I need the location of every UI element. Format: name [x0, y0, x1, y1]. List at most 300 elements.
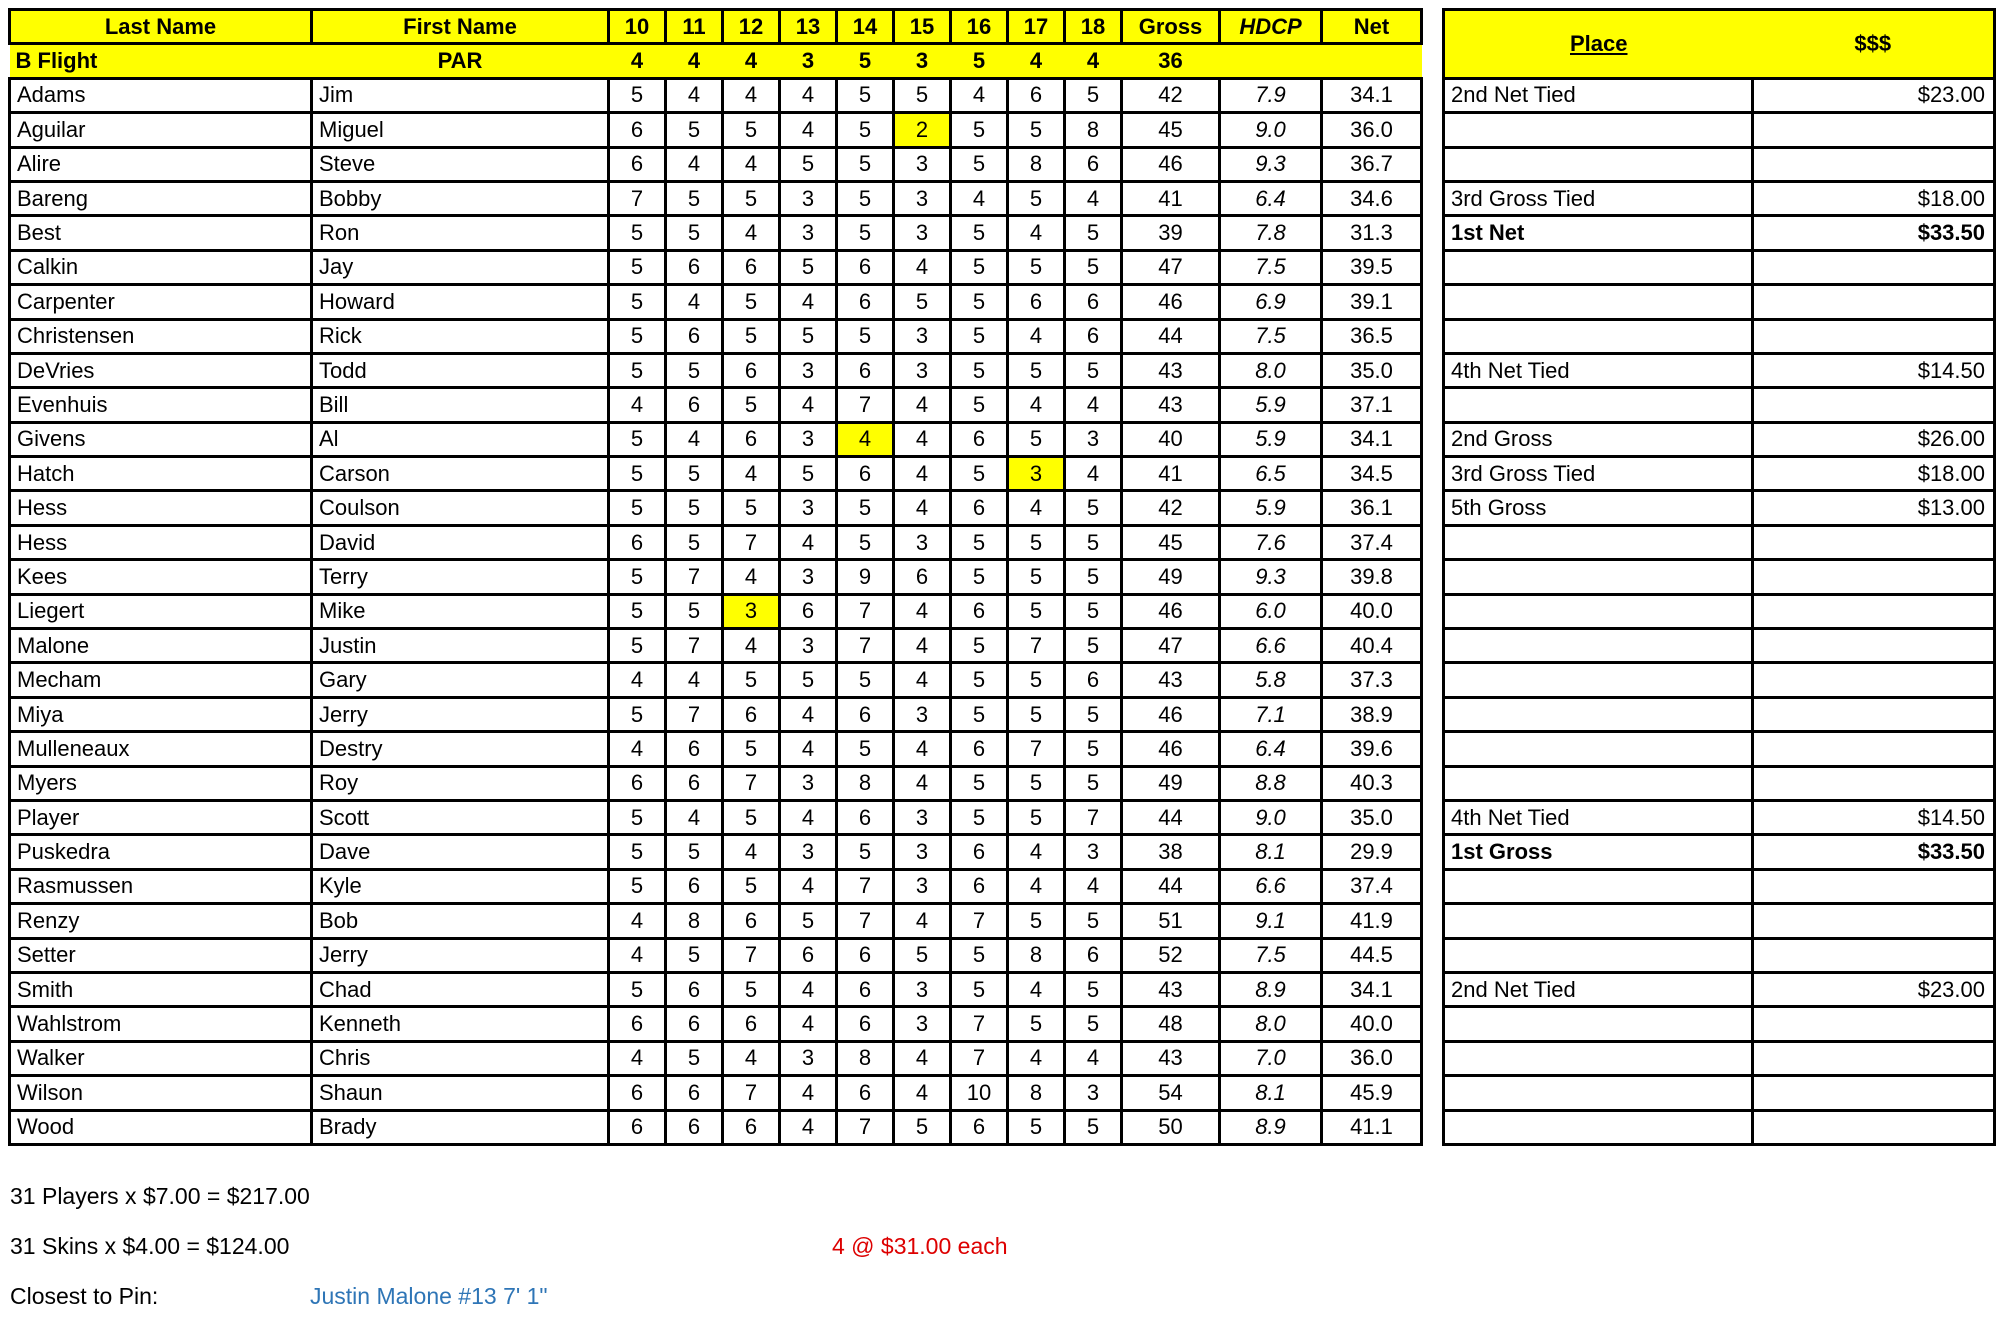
- gross-cell: 43: [1122, 353, 1220, 387]
- place-cell: [1444, 697, 1753, 731]
- last-name-cell: Alire: [10, 147, 312, 181]
- score-cell: 4: [894, 1076, 951, 1110]
- money-cell: $18.00: [1753, 457, 1995, 491]
- money-cell: $23.00: [1753, 78, 1995, 112]
- col-header-hdcp: HDCP: [1220, 10, 1322, 44]
- first-name-cell: Al: [312, 422, 609, 456]
- payout-row: [1444, 766, 1995, 800]
- score-cell: 4: [780, 525, 837, 559]
- score-row: [10, 835, 1422, 869]
- place-cell: [1444, 938, 1753, 972]
- closest-to-pin-line: [10, 1283, 1610, 1310]
- score-cell: 7: [951, 904, 1008, 938]
- score-cell: 6: [666, 972, 723, 1006]
- score-cell: 5: [837, 216, 894, 250]
- net-cell: 36.5: [1322, 319, 1422, 353]
- first-name-cell: Scott: [312, 800, 609, 834]
- money-cell: [1753, 525, 1995, 559]
- gross-cell: 43: [1122, 972, 1220, 1006]
- score-cell: 6: [837, 353, 894, 387]
- score-cell: 5: [723, 663, 780, 697]
- score-cell: 5: [666, 525, 723, 559]
- score-cell: 5: [723, 491, 780, 525]
- score-cell: 5: [609, 594, 666, 628]
- last-name-cell: Hess: [10, 491, 312, 525]
- score-row: [10, 147, 1422, 181]
- score-row: [10, 285, 1422, 319]
- score-cell: 6: [723, 697, 780, 731]
- score-cell: 4: [780, 1007, 837, 1041]
- last-name-cell: Smith: [10, 972, 312, 1006]
- score-cell: 7: [666, 697, 723, 731]
- score-cell: 6: [609, 113, 666, 147]
- gross-cell: 47: [1122, 250, 1220, 284]
- score-cell: 3: [894, 353, 951, 387]
- score-cell: 5: [609, 78, 666, 112]
- score-cell: 3: [894, 181, 951, 215]
- place-cell: [1444, 1007, 1753, 1041]
- gross-cell: 52: [1122, 938, 1220, 972]
- money-cell: [1753, 1110, 1995, 1144]
- hdcp-cell: 6.0: [1220, 594, 1322, 628]
- score-cell: 5: [1008, 525, 1065, 559]
- score-cell: 3: [1065, 1076, 1122, 1110]
- score-cell: 6: [609, 1110, 666, 1144]
- score-cell: 5: [837, 181, 894, 215]
- score-cell: 7: [1008, 732, 1065, 766]
- col-header-gross: Gross: [1122, 10, 1220, 44]
- closest-to-pin-label: Closest to Pin:: [10, 1283, 159, 1309]
- score-cell: 5: [951, 560, 1008, 594]
- score-cell: 5: [609, 972, 666, 1006]
- score-cell: 4: [894, 766, 951, 800]
- hdcp-cell: 6.6: [1220, 869, 1322, 903]
- score-cell: 5: [1008, 1007, 1065, 1041]
- net-cell: 36.0: [1322, 1041, 1422, 1075]
- score-row: [10, 250, 1422, 284]
- score-cell: 5: [780, 663, 837, 697]
- first-name-cell: Jerry: [312, 938, 609, 972]
- score-cell: 4: [609, 663, 666, 697]
- score-row: [10, 904, 1422, 938]
- score-cell: 7: [837, 388, 894, 422]
- score-cell: 5: [951, 663, 1008, 697]
- net-cell: 40.4: [1322, 629, 1422, 663]
- net-cell: 39.6: [1322, 732, 1422, 766]
- payout-row: [1444, 801, 1995, 835]
- score-cell: 4: [780, 869, 837, 903]
- money-cell: [1753, 388, 1995, 422]
- hdcp-cell: 8.0: [1220, 1007, 1322, 1041]
- hdcp-cell: 8.9: [1220, 1110, 1322, 1144]
- score-cell: 6: [951, 491, 1008, 525]
- net-cell: 38.9: [1322, 697, 1422, 731]
- score-cell: 6: [666, 319, 723, 353]
- score-cell: 5: [1065, 972, 1122, 1006]
- first-name-cell: Justin: [312, 629, 609, 663]
- score-row: [10, 422, 1422, 456]
- last-name-cell: Renzy: [10, 904, 312, 938]
- score-cell: 4: [1008, 216, 1065, 250]
- score-cell: 6: [1065, 938, 1122, 972]
- score-cell: 5: [666, 1041, 723, 1075]
- score-cell: 4: [666, 285, 723, 319]
- first-name-cell: Bobby: [312, 181, 609, 215]
- payout-row: [1444, 663, 1995, 697]
- score-cell: 7: [951, 1007, 1008, 1041]
- score-table: [8, 8, 1423, 1146]
- place-cell: [1444, 629, 1753, 663]
- score-cell: 4: [894, 732, 951, 766]
- last-name-cell: Liegert: [10, 594, 312, 628]
- score-cell: 8: [666, 904, 723, 938]
- payout-row: [1444, 491, 1995, 525]
- score-cell: 6: [837, 457, 894, 491]
- place-cell: 1st Net: [1444, 216, 1753, 250]
- net-cell: 45.9: [1322, 1076, 1422, 1110]
- payout-row: [1444, 525, 1995, 559]
- score-cell: 6: [609, 1007, 666, 1041]
- score-cell: 7: [837, 629, 894, 663]
- net-cell: 37.4: [1322, 525, 1422, 559]
- last-name-cell: DeVries: [10, 353, 312, 387]
- hdcp-cell: 9.0: [1220, 800, 1322, 834]
- score-cell: 5: [1008, 800, 1065, 834]
- gross-cell: 48: [1122, 1007, 1220, 1041]
- score-row: [10, 972, 1422, 1006]
- score-cell: 5: [951, 250, 1008, 284]
- score-cell: 5: [951, 766, 1008, 800]
- players-total-text: 31 Players x $7.00 = $217.00: [10, 1183, 310, 1209]
- last-name-cell: Carpenter: [10, 285, 312, 319]
- score-cell: 3: [894, 972, 951, 1006]
- last-name-cell: Walker: [10, 1041, 312, 1075]
- score-cell: 4: [666, 78, 723, 112]
- net-cell: 39.5: [1322, 250, 1422, 284]
- score-cell: 3: [780, 216, 837, 250]
- score-cell: 6: [951, 422, 1008, 456]
- hdcp-cell: 6.5: [1220, 457, 1322, 491]
- score-cell: 6: [780, 938, 837, 972]
- score-cell: 5: [1065, 697, 1122, 731]
- score-cell: 3: [894, 319, 951, 353]
- first-name-cell: Chris: [312, 1041, 609, 1075]
- score-cell: 4: [723, 457, 780, 491]
- payout-row: [1444, 319, 1995, 353]
- money-cell: [1753, 938, 1995, 972]
- first-name-cell: Brady: [312, 1110, 609, 1144]
- score-cell: 4: [837, 422, 894, 456]
- score-cell: 4: [894, 663, 951, 697]
- first-name-cell: Bob: [312, 904, 609, 938]
- last-name-cell: Aguilar: [10, 113, 312, 147]
- col-header-hole-16: 16: [951, 10, 1008, 44]
- score-cell: 6: [780, 594, 837, 628]
- score-cell: 4: [1008, 388, 1065, 422]
- place-cell: [1444, 113, 1753, 147]
- score-cell: 5: [609, 835, 666, 869]
- payout-row: [1444, 181, 1995, 215]
- payout-row: [1444, 422, 1995, 456]
- closest-to-pin-winner: Justin Malone #13 7' 1": [310, 1283, 548, 1309]
- hdcp-cell: 7.9: [1220, 78, 1322, 112]
- money-cell: [1753, 594, 1995, 628]
- score-cell: 7: [723, 1076, 780, 1110]
- place-cell: 1st Gross: [1444, 835, 1753, 869]
- net-cell: 34.1: [1322, 422, 1422, 456]
- last-name-cell: Kees: [10, 560, 312, 594]
- score-cell: 6: [666, 732, 723, 766]
- col-header-hole-13: 13: [780, 10, 837, 44]
- score-cell: 4: [894, 457, 951, 491]
- last-name-cell: Evenhuis: [10, 388, 312, 422]
- score-cell: 7: [723, 525, 780, 559]
- money-cell: [1753, 250, 1995, 284]
- gross-cell: 38: [1122, 835, 1220, 869]
- payout-row: [1444, 113, 1995, 147]
- score-cell: 5: [609, 422, 666, 456]
- first-name-cell: Destry: [312, 732, 609, 766]
- money-cell: [1753, 697, 1995, 731]
- money-cell: $13.00: [1753, 491, 1995, 525]
- hdcp-cell: 6.4: [1220, 732, 1322, 766]
- score-cell: 5: [666, 353, 723, 387]
- money-cell: [1753, 113, 1995, 147]
- net-cell: 36.1: [1322, 491, 1422, 525]
- score-cell: 3: [1065, 422, 1122, 456]
- place-cell: [1444, 250, 1753, 284]
- score-row: [10, 697, 1422, 731]
- score-cell: 4: [666, 800, 723, 834]
- place-cell: 2nd Gross: [1444, 422, 1753, 456]
- money-cell: [1753, 147, 1995, 181]
- score-cell: 5: [780, 904, 837, 938]
- score-cell: 4: [780, 1110, 837, 1144]
- hdcp-cell: 9.0: [1220, 113, 1322, 147]
- money-cell: [1753, 560, 1995, 594]
- last-name-cell: Calkin: [10, 250, 312, 284]
- last-name-cell: Miya: [10, 697, 312, 731]
- score-cell: 4: [894, 629, 951, 663]
- last-name-cell: Wood: [10, 1110, 312, 1144]
- score-cell: 7: [723, 938, 780, 972]
- score-cell: 7: [1065, 800, 1122, 834]
- score-cell: 5: [780, 319, 837, 353]
- score-cell: 4: [1008, 869, 1065, 903]
- score-row: [10, 560, 1422, 594]
- score-cell: 6: [666, 250, 723, 284]
- score-cell: 5: [1065, 250, 1122, 284]
- score-cell: 4: [780, 1076, 837, 1110]
- par-value-hole-13: 3: [780, 44, 837, 78]
- last-name-cell: Hess: [10, 525, 312, 559]
- gross-cell: 45: [1122, 113, 1220, 147]
- money-cell: [1753, 1076, 1995, 1110]
- hdcp-cell: 5.8: [1220, 663, 1322, 697]
- net-cell: 40.3: [1322, 766, 1422, 800]
- score-cell: 4: [780, 388, 837, 422]
- net-cell: 44.5: [1322, 938, 1422, 972]
- score-row: [10, 766, 1422, 800]
- score-cell: 6: [1065, 663, 1122, 697]
- hdcp-cell: 5.9: [1220, 422, 1322, 456]
- last-name-cell: Player: [10, 800, 312, 834]
- score-cell: 8: [1065, 113, 1122, 147]
- score-cell: 3: [780, 629, 837, 663]
- payout-row: [1444, 835, 1995, 869]
- score-cell: 5: [951, 697, 1008, 731]
- score-cell: 4: [894, 904, 951, 938]
- gross-cell: 43: [1122, 388, 1220, 422]
- money-cell: $14.50: [1753, 353, 1995, 387]
- first-name-cell: Shaun: [312, 1076, 609, 1110]
- score-cell: 3: [894, 869, 951, 903]
- score-cell: 5: [951, 388, 1008, 422]
- score-cell: 5: [1008, 697, 1065, 731]
- score-cell: 6: [1065, 147, 1122, 181]
- money-cell: $14.50: [1753, 801, 1995, 835]
- par-label: PAR: [312, 44, 609, 78]
- score-cell: 5: [609, 800, 666, 834]
- score-cell: 5: [837, 319, 894, 353]
- first-name-cell: Bill: [312, 388, 609, 422]
- score-cell: 4: [1008, 319, 1065, 353]
- score-row: [10, 113, 1422, 147]
- score-cell: 6: [609, 147, 666, 181]
- net-cell: 34.1: [1322, 78, 1422, 112]
- score-cell: 5: [951, 800, 1008, 834]
- score-cell: 6: [1008, 78, 1065, 112]
- payout-row: [1444, 972, 1995, 1006]
- gross-cell: 41: [1122, 457, 1220, 491]
- hdcp-cell: 7.8: [1220, 216, 1322, 250]
- score-cell: 6: [609, 525, 666, 559]
- place-cell: 5th Gross: [1444, 491, 1753, 525]
- score-row: [10, 491, 1422, 525]
- score-cell: 5: [723, 319, 780, 353]
- score-cell: 6: [666, 766, 723, 800]
- score-cell: 5: [780, 147, 837, 181]
- score-cell: 5: [609, 697, 666, 731]
- hdcp-cell: 9.3: [1220, 560, 1322, 594]
- score-row: [10, 869, 1422, 903]
- money-cell: $33.50: [1753, 216, 1995, 250]
- payout-header-row: [1444, 10, 1995, 79]
- gross-cell: 41: [1122, 181, 1220, 215]
- gross-cell: 44: [1122, 800, 1220, 834]
- score-cell: 4: [609, 904, 666, 938]
- money-cell: [1753, 869, 1995, 903]
- first-name-cell: Miguel: [312, 113, 609, 147]
- score-cell: 6: [609, 1076, 666, 1110]
- score-cell: 4: [723, 560, 780, 594]
- score-cell: 5: [666, 938, 723, 972]
- col-header-place: [1444, 10, 1753, 79]
- last-name-cell: Setter: [10, 938, 312, 972]
- payout-row: [1444, 285, 1995, 319]
- score-cell: 5: [723, 972, 780, 1006]
- score-cell: 4: [1008, 972, 1065, 1006]
- last-name-cell: Hatch: [10, 457, 312, 491]
- score-cell: 5: [951, 525, 1008, 559]
- score-cell: 4: [951, 78, 1008, 112]
- col-header-hole-12: 12: [723, 10, 780, 44]
- gross-cell: 47: [1122, 629, 1220, 663]
- place-cell: 4th Net Tied: [1444, 353, 1753, 387]
- score-cell: 4: [780, 800, 837, 834]
- first-name-cell: Jay: [312, 250, 609, 284]
- score-cell: 4: [609, 938, 666, 972]
- hdcp-cell: 6.4: [1220, 181, 1322, 215]
- score-cell: 5: [780, 250, 837, 284]
- par-row: [10, 44, 1422, 78]
- first-name-cell: David: [312, 525, 609, 559]
- score-cell: 5: [1065, 216, 1122, 250]
- score-cell: 5: [951, 319, 1008, 353]
- place-cell: [1444, 766, 1753, 800]
- score-cell: 4: [894, 250, 951, 284]
- score-cell: 4: [780, 285, 837, 319]
- score-cell: 6: [723, 1007, 780, 1041]
- place-cell: [1444, 1076, 1753, 1110]
- score-cell: 5: [1008, 113, 1065, 147]
- score-cell: 6: [951, 594, 1008, 628]
- money-cell: [1753, 1007, 1995, 1041]
- hdcp-cell: 8.1: [1220, 835, 1322, 869]
- score-cell: 6: [666, 1110, 723, 1144]
- money-cell: $18.00: [1753, 181, 1995, 215]
- score-cell: 6: [1065, 319, 1122, 353]
- score-cell: 4: [1008, 491, 1065, 525]
- score-cell: 5: [723, 732, 780, 766]
- score-cell: 4: [1065, 1041, 1122, 1075]
- score-cell: 4: [723, 216, 780, 250]
- score-cell: 6: [951, 835, 1008, 869]
- payout-row: [1444, 457, 1995, 491]
- score-cell: 5: [609, 869, 666, 903]
- par-value-hole-15: 3: [894, 44, 951, 78]
- score-cell: 4: [780, 78, 837, 112]
- place-cell: [1444, 594, 1753, 628]
- score-cell: 5: [951, 457, 1008, 491]
- score-row: [10, 216, 1422, 250]
- score-cell: 7: [1008, 629, 1065, 663]
- score-cell: 5: [1008, 663, 1065, 697]
- place-cell: 3rd Gross Tied: [1444, 457, 1753, 491]
- score-cell: 5: [951, 938, 1008, 972]
- payout-row: [1444, 697, 1995, 731]
- gross-cell: 46: [1122, 732, 1220, 766]
- place-cell: [1444, 1110, 1753, 1144]
- score-cell: 7: [609, 181, 666, 215]
- score-row: [10, 1076, 1422, 1110]
- score-cell: 7: [723, 766, 780, 800]
- score-cell: 5: [723, 388, 780, 422]
- score-cell: 3: [780, 491, 837, 525]
- skins-payout-text: 4 @ $31.00 each: [832, 1233, 1008, 1259]
- last-name-cell: Christensen: [10, 319, 312, 353]
- last-name-cell: Bareng: [10, 181, 312, 215]
- score-cell: 5: [1008, 560, 1065, 594]
- score-cell: 5: [723, 869, 780, 903]
- payout-table: [1442, 8, 1996, 1146]
- score-cell: 4: [723, 1041, 780, 1075]
- last-name-cell: Givens: [10, 422, 312, 456]
- gross-cell: 43: [1122, 1041, 1220, 1075]
- score-cell: 3: [894, 216, 951, 250]
- score-row: [10, 732, 1422, 766]
- gross-cell: 45: [1122, 525, 1220, 559]
